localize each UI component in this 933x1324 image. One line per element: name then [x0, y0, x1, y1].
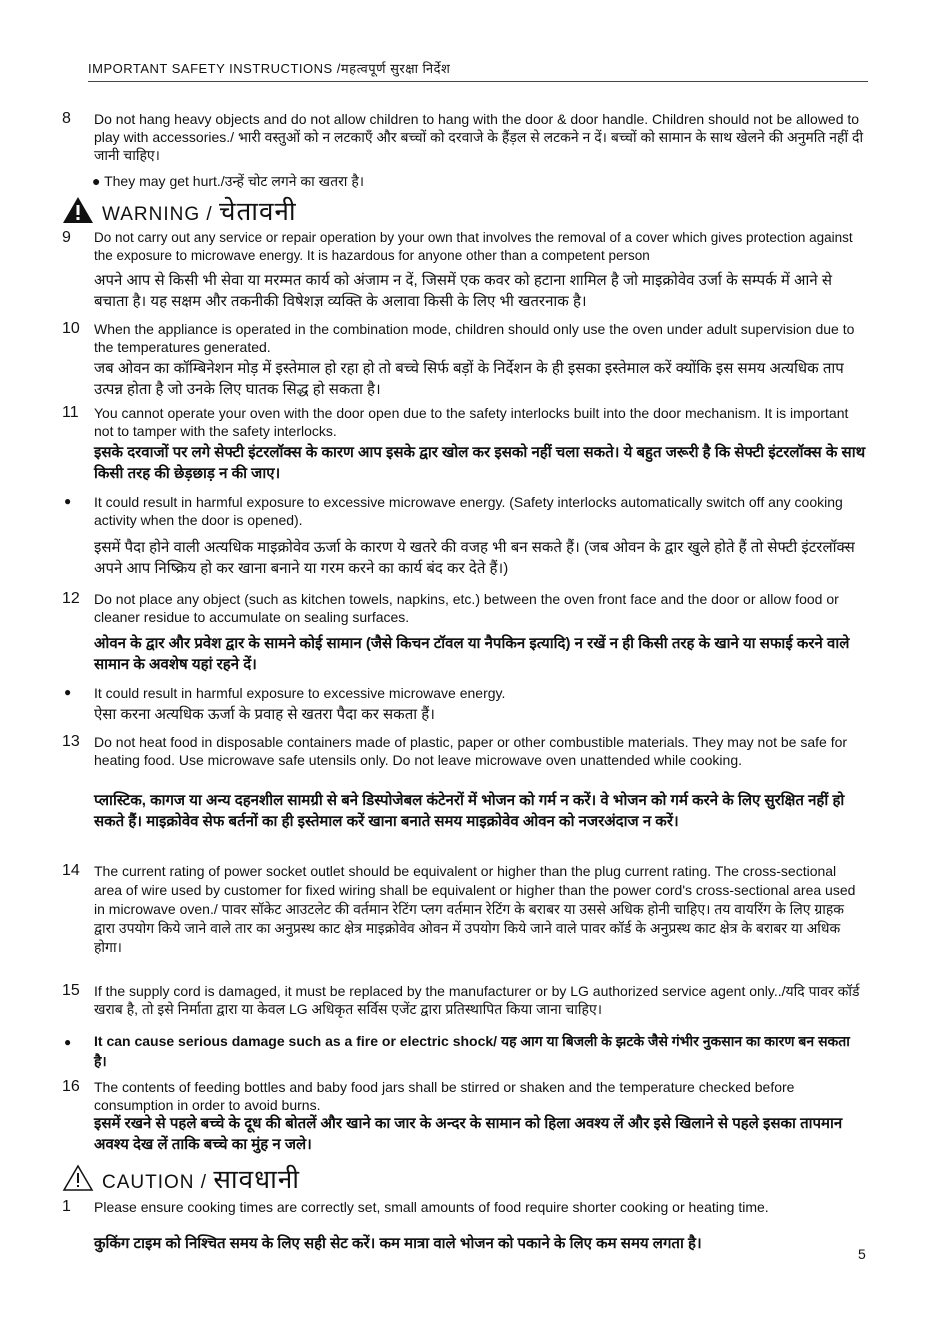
caution-1-text: Please ensure cooking times are correctly set, small amounts of food require shorter cooking or heating time.: [94, 1199, 769, 1215]
bullet-12-hindi: ऐसा करना अत्यधिक ऊर्जा के प्रवाह से खतरा पैदा कर सकता हैं।: [94, 706, 435, 723]
item-11-hindi: इसके दरवाजों पर लगे सेफ्टी इंटरलॉक्स के कारण आप इसके द्वार खोल कर इसको नहीं चला सकते। ये बहुत जरूरी है कि सेफ्टी इंटरलॉक्स के साथ किसी तरह की छेड़छाड़ न की जाए।: [94, 444, 866, 482]
item-number: 9: [62, 229, 71, 246]
caution-1-hindi: कुकिंग टाइम को निश्चित समय के लिए सही सेट करें। कम मात्रा वाले भोजन को पकाने के लिए कम समय लगता है।: [94, 1235, 702, 1252]
warning-hindi: चेतावनी: [218, 196, 297, 226]
item-10-text: When the appliance is operated in the combination mode, children should only use the oven under adult supervision due to the temperatures generated.: [94, 321, 855, 355]
item-13-text: Do not heat food in disposable containers made of plastic, paper or other combustible materials. They may not be safe for heating food. Use microwave safe utensils only. Do not leave microwave oven unattended while cooking.: [94, 734, 848, 768]
item-9-text: Do not carry out any service or repair operation by your own that involves the removal of a cover which gives protection against the exposure to microwave energy. It is hazardous for anyone other than a competent person: [94, 230, 853, 263]
item-15-text: If the supply cord is damaged, it must be replaced by the manufacturer or by LG authorized service agent only../यदि पावर कॉर्ड खराब है, तो इसे निर्माता द्वारा या केवल LG अधिकृत सर्विस एजेंट द्वारा प्रतिस्थापित किया जाना चाहिए।: [94, 983, 860, 1017]
bullet-11-hindi: इसमें पैदा होने वाली अत्यधिक माइक्रोवेव ऊर्जा के कारण ये खतरे की वजह भी बन सकते हैं। (जब ओवन के द्वार खुले होते हैं तो सेफ्टी इंटरलॉक्स अपने आप निष्क्रिय हो कर खाना बनाने या गरम करने का कार्य बंद कर देते हैं।): [94, 539, 855, 577]
caution-heading: [62, 1160, 300, 1196]
item-13-hindi: प्लास्टिक, कागज या अन्य दहनशील सामग्री से बने डिस्पोजेबल कंटेनरों में भोजन को गर्म न करें। वे भोजन को गर्म करने के लिए सुरक्षित नहीं हो सकते हैं। माइक्रोवेव सेफ बर्तनों का ही इस्तेमाल करें खाना बनाते समय माइक्रोवेव ओवन को नजरअंदाज न करें।: [94, 792, 845, 830]
bullet-icon: ●: [64, 494, 72, 508]
item-10-hindi: जब ओवन का कॉम्बिनेशन मोड़ में इस्तेमाल हो रहा हो तो बच्चे सिर्फ बड़ों के निर्देशन के ही इसका इस्तेमाल करें क्योंकि इस समय अत्यधिक ताप उत्पन्न होता है जो उनके लिए घातक सिद्ध हो सकता है।: [94, 360, 844, 398]
caution-icon: [62, 1164, 94, 1192]
bullet-11-text: It could result in harmful exposure to excessive microwave energy. (Safety interlocks automatically switch off any cooking activity when the door is opened).: [94, 494, 843, 528]
item-number: 12: [62, 590, 80, 607]
item-number: 13: [62, 733, 80, 750]
item-number: 14: [62, 862, 80, 879]
item-9-hindi: अपने आप से किसी भी सेवा या मरम्मत कार्य को अंजाम न दें, जिसमें एक कवर को हटाना शामिल है जो माइक्रोवेव उर्जा के सम्पर्क में आने से बचाता है। यह सक्षम और तकनीकी विषेशज्ञ व्यक्ति के अलावा किसी के लिए भी खतरनाक है।: [94, 272, 832, 310]
page-number: 5: [858, 1246, 866, 1262]
caution-label: CAUTION /: [102, 1172, 214, 1193]
item-11-text: You cannot operate your oven with the door open due to the safety interlocks built into the door mechanism. It is important not to tamper with the safety interlocks.: [94, 405, 849, 439]
bullet-icon: ●: [64, 1035, 72, 1049]
item-number: 15: [62, 982, 80, 999]
item-number: 8: [62, 110, 71, 127]
bullet-icon: ●: [64, 685, 72, 699]
item-8-bullet: ● They may get hurt./उन्हें चोट लगने का खतरा है।: [92, 173, 365, 189]
caution-hindi: सावधानी: [213, 1164, 300, 1194]
page-header: [88, 59, 868, 82]
bullet-15-text: It can cause serious damage such as a fire or electric shock/ यह आग या बिजली के झटके जैसे गंभीर नुकसान का कारण बन सकता है।: [94, 1033, 850, 1069]
warning-label: WARNING /: [102, 204, 219, 225]
item-8-text: Do not hang heavy objects and do not allow children to hang with the door & door handle. Children should not be allowed to play with accessories./ भारी वस्तुओं को न लटकाएँ और बच्चों को दरवाजे के हैंड़ल से लटकने न दें। बच्चों को सामान के साथ खेलने की अनुमति नहीं दी जानी चाहिए।: [94, 111, 864, 163]
item-16-hindi: इसमें रखने से पहले बच्चे के दूध की बोतलें और खाने का जार के अन्दर के सामान को हिला अवश्य लें और इसे खिलाने से पहले इसका तापमान अवश्य देख लें ताकि बच्चे का मुंह न जले।: [94, 1115, 843, 1153]
header-title: IMPORTANT SAFETY INSTRUCTIONS /महत्वपूर्ण सुरक्षा निर्देश: [88, 61, 451, 76]
warning-heading: [62, 192, 297, 228]
item-number: 1: [62, 1198, 71, 1215]
item-number: 10: [62, 320, 80, 337]
bullet-12-text: It could result in harmful exposure to excessive microwave energy.: [94, 685, 506, 701]
warning-icon: [62, 196, 94, 224]
item-16-text: The contents of feeding bottles and baby food jars shall be stirred or shaken and the temperature checked before consumption in order to avoid burns.: [94, 1079, 795, 1113]
item-number: 16: [62, 1078, 80, 1095]
item-number: 11: [62, 404, 79, 421]
item-12-hindi: ओवन के द्वार और प्रवेश द्वार के सामने कोई सामान (जैसे किचन टॉवल या नैपकिन इत्यादि) न रखें न ही किसी तरह के खाने या सफाई करने वाले सामान के अवशेष यहां रहने दें।: [94, 635, 850, 673]
item-12-text: Do not place any object (such as kitchen towels, napkins, etc.) between the oven front face and the door or allow food or cleaner residue to accumulate on sealing surfaces.: [94, 591, 839, 625]
item-14-text: The current rating of power socket outlet should be equivalent or higher than the plug current rating. The cross-sectional area of wire used by customer for fixed wiring shall be equivalent or higher than the power cord's cross-sectional area used in microwave oven./ पावर सॉकेट आउटलेट की वर्तमान रेटिंग प्लग वर्तमान रेटिंग के बराबर या उससे अधिक होनी चाहिए। तय वायरिंग के लिए ग्राहक द्वारा उपयोग किये जाने वाले तार का अनुप्रस्थ काट क्षेत्र माइक्रोवेव ओवन में उपयोग किये जाने वाले पावर कॉर्ड के अनुप्रस्थ काट क्षेत्र के बराबर या अधिक होगा।: [94, 863, 856, 955]
